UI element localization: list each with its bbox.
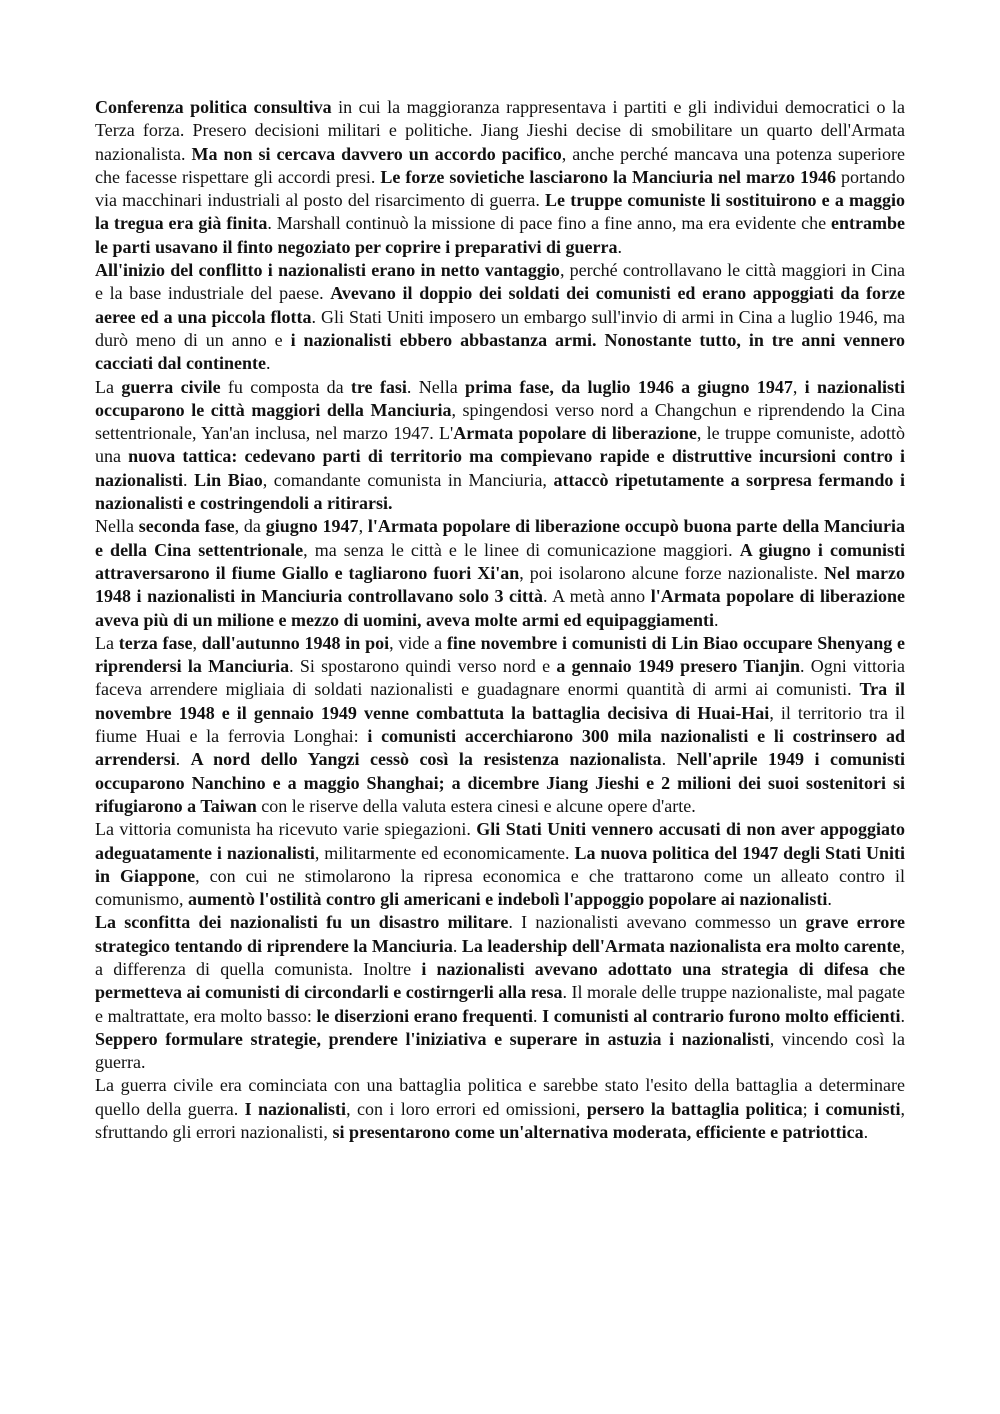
bold-text-run: giugno 1947 (265, 516, 359, 537)
text-run: , il territorio tra il fiume Huai e la ferrovia Longhai: (95, 702, 905, 747)
bold-text-run: La sconfitta dei nazionalisti fu un disastro militare (95, 912, 509, 933)
bold-text-run: I comunisti al contrario furono molto efficienti (542, 1005, 901, 1026)
text-run: . Si spostarono quindi verso nord e (289, 656, 557, 677)
text-run: , vide a (389, 632, 447, 653)
text-run: . Il morale delle truppe nazionaliste, mal pagate e maltrattate, era molto basso: (95, 982, 905, 1026)
text-run: , militarmente ed economicamente. (314, 842, 575, 863)
bold-text-run: prima fase, da luglio 1946 a giugno 1947 (465, 376, 793, 397)
text-run: . (661, 749, 677, 770)
paragraph-5 (95, 632, 905, 818)
text-run: , ma senza le città e le linee di comunicazione maggiori. (303, 539, 740, 560)
bold-text-run: Gli Stati Uniti vennero accusati di non aver appoggiato adeguatamente i nazionalisti (95, 819, 905, 863)
text-run: La (95, 376, 122, 397)
text-run: fu composta da (220, 376, 351, 397)
text-run: , (192, 632, 202, 653)
bold-text-run: Le truppe comuniste li sostituirono e a maggio la tregua era già finita (95, 190, 905, 234)
bold-text-run: I nazionalisti (244, 1098, 347, 1119)
bold-text-run: La leadership dell'Armata nazionalista era molto carente (461, 935, 901, 956)
bold-text-run: Ma non si cercava davvero un accordo pacifico (191, 143, 562, 164)
bold-text-run: i comunisti accerchiarono 300 mila nazionalisti e li costrinsero ad arrendersi (95, 726, 905, 770)
bold-text-run: terza fase (118, 632, 193, 653)
text-run: , con cui ne stimolarono la ripresa economica e che trattarono come un alleato contro il comunismo, (95, 865, 905, 910)
text-run: Nella (95, 516, 139, 537)
text-run: , anche perché mancava una potenza superiore che facesse rispettare gli accordi presi. (95, 143, 905, 187)
text-run: , perché controllavano le città maggiori in Cina e la base industriale del paese. (95, 260, 906, 304)
text-run: . Marshall continuò la missione di pace fino a fine anno, ma era evidente che (267, 213, 832, 234)
text-run: . (533, 1005, 543, 1026)
paragraph-7 (95, 911, 905, 1074)
bold-text-run: nuova tattica: cedevano parti di territorio ma compievano rapide e distruttive incursioni contro i nazionalisti (95, 446, 905, 490)
bold-text-run: persero la battaglia politica (586, 1098, 803, 1119)
text-run: ; (802, 1098, 815, 1119)
bold-text-run: seconda fase (138, 516, 235, 537)
bold-text-run: l'Armata popolare di liberazione aveva più di un milione e mezzo di uomini, aveva molte armi ed equipaggiamenti (95, 586, 905, 630)
paragraph-3 (95, 376, 905, 516)
bold-text-run: Lin Biao (194, 469, 263, 490)
text-run: . (452, 935, 462, 956)
text-run: , da (234, 516, 266, 537)
text-run: . (183, 469, 195, 490)
text-run: . (900, 1005, 906, 1026)
text-run: , spingendosi verso nord a Changchun e riprendendo la Cina settentrionale, Yan'an inclusa, nel marzo 1947. L' (95, 399, 905, 444)
text-run: . (617, 236, 622, 257)
text-run: . (175, 749, 191, 770)
paragraph-6 (95, 818, 905, 911)
bold-text-run: si presentarono come un'alternativa moderata, efficiente e patriottica (332, 1122, 864, 1143)
text-run: , (358, 516, 368, 537)
bold-text-run: entrambe le parti usavano il finto negoziato per coprire i preparativi di guerra (95, 213, 905, 257)
bold-text-run: tre fasi (350, 376, 407, 397)
text-run: La vittoria comunista ha ricevuto varie spiegazioni. (95, 819, 477, 840)
text-run: , con i loro errori ed omissioni, (346, 1098, 587, 1119)
bold-text-run: i comunisti (814, 1098, 901, 1119)
text-run: . I nazionalisti avevano commesso un (508, 912, 806, 933)
bold-text-run: a gennaio 1949 presero Tianjin (556, 656, 801, 677)
bold-text-run: l'Armata popolare di liberazione occupò buona parte della Manciuria e della Cina settentrionale (95, 516, 906, 560)
bold-text-run: le diserzioni erano frequenti (316, 1005, 534, 1026)
bold-text-run: aumentò l'ostilità contro gli americani e indebolì l'appoggio popolare ai nazionalisti (188, 889, 828, 910)
text-run: in cui la maggioranza rappresentava i partiti e gli individui democratici o la Terza forza. Presero decisioni militari e politiche. Jiang Jieshi decise di smobilitare un quarto dell'Armata nazionalista. (95, 97, 906, 164)
bold-text-run: Conferenza politica consultiva (95, 97, 332, 117)
bold-text-run: guerra civile (121, 376, 221, 397)
bold-text-run: Seppero formulare strategie, prendere l'iniziativa e superare in astuzia i nazionalisti (95, 1028, 770, 1049)
paragraph-4 (95, 515, 905, 631)
bold-text-run: Nell'aprile 1949 i comunisti occuparono Nanchino e a maggio Shanghai; a dicembre Jiang Jieshi e 2 milioni dei suoi sostenitori si rifugiarono a Taiwan (95, 749, 906, 816)
bold-text-run: Tra il novembre 1948 e il gennaio 1949 venne combattuta la battaglia decisiva di Huai-Hai (95, 679, 905, 723)
text-run: , sfruttando gli errori nazionalisti, (95, 1098, 905, 1143)
paragraph-1 (95, 96, 905, 259)
text-run: . A metà anno (543, 586, 651, 607)
text-run: , comandante comunista in Manciuria, (262, 469, 554, 490)
bold-text-run: Armata popolare di liberazione (453, 423, 697, 444)
text-run: , le truppe comuniste, adottò una (95, 423, 906, 467)
text-run: , (792, 376, 805, 397)
bold-text-run: i nazionalisti avevano adottato una strategia di difesa che permetteva ai comunisti di circondarli e costirngerli alla resa (95, 958, 905, 1003)
text-run: , vincendo così la guerra. (95, 1028, 906, 1073)
text-run: La (95, 632, 119, 653)
document-page (95, 96, 905, 1144)
text-run: . Nella (406, 376, 466, 397)
text-run: . (265, 353, 271, 374)
bold-text-run: La nuova politica del 1947 degli Stati Uniti in Giappone (95, 842, 905, 886)
bold-text-run: dall'autunno 1948 in poi (201, 632, 390, 653)
paragraph-2 (95, 259, 905, 375)
bold-text-run: Nel marzo 1948 i nazionalisti in Manciuria controllavano solo 3 città (95, 562, 905, 607)
text-run: , poi isolarono alcune forze nazionaliste. (519, 562, 825, 583)
paragraph-8 (95, 1074, 905, 1144)
bold-text-run: A giugno i comunisti attraversarono il fiume Giallo e tagliarono fuori Xi'an (95, 539, 905, 583)
bold-text-run: attaccò ripetutamente a sorpresa fermando i nazionalisti e costringendoli a ritirarsi. (95, 469, 905, 514)
text-run: . (827, 889, 832, 910)
text-run: . Gli Stati Uniti imposero un embargo sull'invio di armi in Cina a luglio 1946, ma durò meno di un anno e (95, 306, 905, 350)
text-run: La guerra civile era cominciata con una battaglia politica e sarebbe stato l'esito della battaglia a determinare quello della guerra. (95, 1075, 905, 1119)
text-run: . Ogni vittoria faceva arrendere migliaia di soldati nazionalisti e guadagnare enormi quantità di armi ai comunisti. (95, 656, 905, 700)
text-run: , a differenza di quella comunista. Inoltre (95, 935, 906, 979)
bold-text-run: Avevano il doppio dei soldati dei comunisti ed erano appoggiati da forze aeree ed a una piccola flotta (95, 283, 905, 327)
bold-text-run: All'inizio del conflitto i nazionalisti erano in netto vantaggio (95, 260, 560, 281)
bold-text-run: i nazionalisti occuparono le città maggiori della Manciuria (95, 376, 906, 420)
text-run: . (714, 609, 719, 630)
bold-text-run: Le forze sovietiche lasciarono la Manciuria nel marzo 1946 (380, 166, 837, 187)
bold-text-run: grave errore strategico tentando di riprendere la Manciuria (95, 912, 906, 956)
text-run: portando via macchinari industriali al posto del risarcimento di guerra. (95, 166, 906, 211)
text-run: con le riserve della valuta estera cinesi e alcune opere d'arte. (256, 795, 696, 816)
text-run: . (863, 1122, 869, 1143)
bold-text-run: i nazionalisti ebbero abbastanza armi. Nonostante tutto, in tre anni vennero cacciati dal continente (95, 329, 905, 374)
bold-text-run: fine novembre i comunisti di Lin Biao occupare Shenyang e riprendersi la Manciuria (95, 632, 906, 677)
bold-text-run: A nord dello Yangzi cessò così la resistenza nazionalista (190, 749, 662, 770)
